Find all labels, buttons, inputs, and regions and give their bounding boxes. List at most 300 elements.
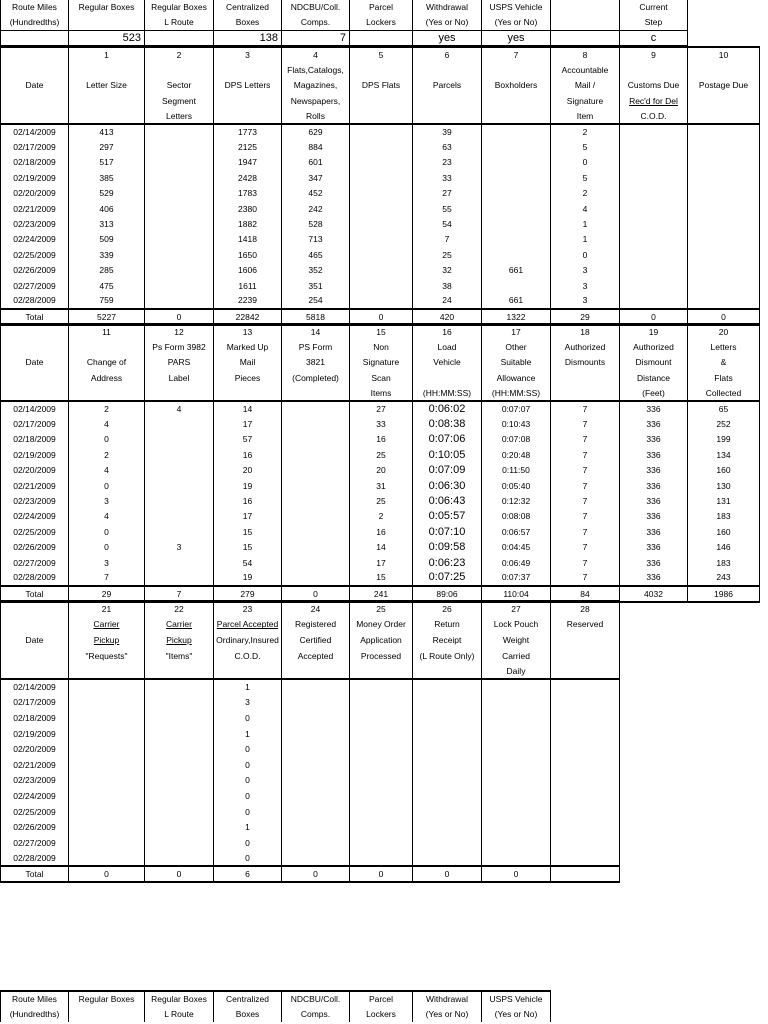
section3-cell (551, 788, 620, 804)
section1-col-5-header-line-3 (350, 109, 413, 124)
section1-cell: 3 (551, 262, 620, 277)
section3-cell (482, 804, 551, 820)
table-row (1, 493, 760, 508)
section2-cell: 3 (145, 539, 214, 554)
section2-cell (282, 463, 350, 478)
section3-cell (282, 851, 350, 867)
route-header-table (0, 0, 760, 46)
section2-col-11-header-line-3 (69, 386, 145, 401)
section3-cell (282, 710, 350, 726)
section2-col-15-header-line-3: Items (350, 386, 413, 401)
section3-cell (551, 695, 620, 711)
section2-col-17-header-line-1: Suitable (482, 355, 551, 370)
section1-col-9-header-line-3: C.O.D. (620, 109, 688, 124)
header-label-3-line-0: Centralized (214, 0, 282, 15)
section1-total-cell: 420 (413, 309, 482, 325)
section1-col-6-header-line-3 (413, 109, 482, 124)
table-row (1, 788, 620, 804)
section1-total-label: Total (1, 309, 69, 325)
section1-cell: 38 (413, 278, 482, 293)
section3-cell (350, 835, 413, 851)
section1-cell: 1882 (214, 216, 282, 231)
section1-cell (688, 201, 760, 216)
section2-cell: 336 (620, 401, 688, 416)
section2-cell: 0 (69, 478, 145, 493)
section1-cell: 601 (282, 155, 350, 170)
section2-cell (282, 447, 350, 462)
bottom-header-label-5-line-0: Parcel (350, 991, 413, 1007)
section2-cell: 0:06:49 (482, 555, 551, 570)
section1-total-cell: 0 (688, 309, 760, 325)
section1-cell (145, 262, 214, 277)
section3-cell (145, 710, 214, 726)
section1-cell: 1947 (214, 155, 282, 170)
header-value-4: 7 (282, 31, 350, 46)
section1-cell: 413 (69, 124, 145, 139)
section3-cell (69, 695, 145, 711)
section1-cell (350, 139, 413, 154)
section2-cell: 336 (620, 447, 688, 462)
section1-cell (482, 155, 551, 170)
section3-cell (551, 773, 620, 789)
row-date: 02/27/2009 (1, 835, 69, 851)
section1-cell: 0 (551, 247, 620, 262)
header-value-6: yes (413, 31, 482, 46)
header-label-4-line-0: NDCBU/Coll. (282, 0, 350, 15)
row-date: 02/18/2009 (1, 432, 69, 447)
section2-cell: 4 (69, 416, 145, 431)
section2-cell: 0:07:09 (413, 463, 482, 478)
header-label-1-line-1 (69, 15, 145, 31)
section2-cell: 7 (551, 524, 620, 539)
section1-col-2-header-line-3: Letters (145, 109, 214, 124)
section1-total-cell: 0 (145, 309, 214, 325)
section2-date-header: Date (1, 355, 69, 370)
section3-col-21-header-line-1: Pickup (69, 632, 145, 648)
section1-cell: 7 (413, 232, 482, 247)
section3-total-cell: 0 (413, 866, 482, 882)
bottom-header-label-3-line-0: Centralized (214, 991, 282, 1007)
section3-total-label: Total (1, 866, 69, 882)
section1-col-10-header-line-1: Postage Due (688, 78, 760, 93)
row-date: 02/17/2009 (1, 695, 69, 711)
section1-cell (145, 247, 214, 262)
section2-cell: 15 (214, 524, 282, 539)
section1-cell: 285 (69, 262, 145, 277)
section3-total-cell: 0 (482, 866, 551, 882)
header-value-10 (688, 31, 760, 46)
section1-col-number-6: 6 (413, 47, 482, 62)
section2-col-number-12: 12 (145, 324, 214, 339)
section3-col-22-header-line-2: "Items" (145, 648, 214, 664)
section3-cell (145, 757, 214, 773)
section1-cell (350, 155, 413, 170)
section3-col-28-header-line-0: Reserved (551, 617, 620, 633)
section2-cell: 3 (69, 493, 145, 508)
row-date: 02/26/2009 (1, 539, 69, 554)
section2-cell (282, 539, 350, 554)
section1-cell: 3 (551, 278, 620, 293)
section1-cell: 661 (482, 293, 551, 308)
section2-cell (282, 478, 350, 493)
header-value-8 (551, 31, 620, 46)
section3-cell (482, 835, 551, 851)
section2-col-17-header-line-3: (HH:MM:SS) (482, 386, 551, 401)
section1-cell: 347 (282, 170, 350, 185)
section3-col-21-header-line-0: Carrier (69, 617, 145, 633)
bottom-header-label-2-line-0: Regular Boxes (145, 991, 214, 1007)
section2-date-header-line-2 (1, 370, 69, 385)
section3-cell: 0 (214, 788, 282, 804)
section3-cell (69, 679, 145, 695)
section2-cell: 16 (214, 447, 282, 462)
section3-col-number-27: 27 (482, 601, 551, 617)
section3-cell: 0 (214, 835, 282, 851)
section2-col-12-header-line-0: Ps Form 3982 (145, 339, 214, 354)
section3-cell (413, 804, 482, 820)
table-row (1, 555, 760, 570)
section2-col-11-header-line-0 (69, 339, 145, 354)
section1-cell: 2428 (214, 170, 282, 185)
bottom-route-header-table (0, 990, 551, 1022)
section3-total-cell: 0 (282, 866, 350, 882)
section2-col-number-17: 17 (482, 324, 551, 339)
section3-col-number-22: 22 (145, 601, 214, 617)
section2-cell: 7 (551, 539, 620, 554)
section1-cell (688, 216, 760, 231)
section2-col-number-16: 16 (413, 324, 482, 339)
section1-cell (482, 124, 551, 139)
section1-col-2-header-line-0 (145, 62, 214, 77)
section1-col-6-header-line-0 (413, 62, 482, 77)
table-row (1, 695, 620, 711)
row-date: 02/20/2009 (1, 463, 69, 478)
table-row (1, 216, 760, 231)
section1-cell (145, 232, 214, 247)
section2-cell: 31 (350, 478, 413, 493)
section1-cell (350, 124, 413, 139)
section2-cell: 2 (350, 509, 413, 524)
section3-col-25-header-line-2: Processed (350, 648, 413, 664)
section3-total-cell: 6 (214, 866, 282, 882)
section2-col-20-header-line-2: Flats (688, 370, 760, 385)
section3-date-header-line-0 (1, 617, 69, 633)
section3-cell (350, 819, 413, 835)
header-value-0 (1, 31, 69, 46)
section2-cell: 7 (551, 493, 620, 508)
header-label-3-line-1: Boxes (214, 15, 282, 31)
header-label-0-line-0: Route Miles (1, 0, 69, 15)
section2-cell: 146 (688, 539, 760, 554)
section1-col-8-header-line-0: Accountable (551, 62, 620, 77)
section1-cell (688, 155, 760, 170)
section3-total-cell (551, 866, 620, 882)
bottom-header-label-0-line-1: (Hundredths) (1, 1007, 69, 1022)
section3-cell (551, 679, 620, 695)
section3-cell: 0 (214, 757, 282, 773)
section2-cell: 134 (688, 447, 760, 462)
section1-cell: 1606 (214, 262, 282, 277)
section1-col-4-header-line-3: Rolls (282, 109, 350, 124)
section3-col-23-header-line-1: Ordinary,Insured (214, 632, 282, 648)
row-date: 02/17/2009 (1, 139, 69, 154)
section2-col-16-header-line-0: Load (413, 339, 482, 354)
section1-col-5-header-line-2 (350, 93, 413, 108)
section1-cell: 23 (413, 155, 482, 170)
section3-col-27-header-line-0: Lock Pouch (482, 617, 551, 633)
section2-col-18-header-line-2 (551, 370, 620, 385)
section2-cell: 4 (145, 401, 214, 416)
section1-col-1-header-line-2 (69, 93, 145, 108)
section3-cell (282, 741, 350, 757)
section3-col-26-header-line-2: (L Route Only) (413, 648, 482, 664)
section1-cell (145, 278, 214, 293)
section1-cell (620, 124, 688, 139)
section1-col-6-header-line-2 (413, 93, 482, 108)
section2-total-label: Total (1, 586, 69, 602)
section1-col-number-7: 7 (482, 47, 551, 62)
section1-cell: 759 (69, 293, 145, 308)
section2-cell: 336 (620, 524, 688, 539)
section2-cell: 160 (688, 463, 760, 478)
section2-cell: 15 (214, 539, 282, 554)
section3-col-24-header-line-2: Accepted (282, 648, 350, 664)
table-row (1, 570, 760, 585)
section2-cell (145, 416, 214, 431)
section2-col-18-header-line-1: Dismounts (551, 355, 620, 370)
section3-col-26-header-line-0: Return (413, 617, 482, 633)
section1-cell: 1650 (214, 247, 282, 262)
section2-date-header-line-0 (1, 339, 69, 354)
section2-cell: 0:08:08 (482, 509, 551, 524)
section1-cell (688, 247, 760, 262)
section2-cell: 0:07:25 (413, 570, 482, 585)
section3-col-28-header-line-2 (551, 648, 620, 664)
section2-cell: 0:06:43 (413, 493, 482, 508)
section3-date-num-cell (1, 601, 69, 617)
section2-cell (282, 555, 350, 570)
section1-cell (688, 232, 760, 247)
table-row (1, 201, 760, 216)
row-date: 02/26/2009 (1, 819, 69, 835)
header-label-1-line-0: Regular Boxes (69, 0, 145, 15)
section2-cell: 183 (688, 509, 760, 524)
section3-cell (350, 804, 413, 820)
row-date: 02/21/2009 (1, 201, 69, 216)
header-label-4-line-1: Comps. (282, 15, 350, 31)
section3-cell (551, 804, 620, 820)
section1-cell: 385 (69, 170, 145, 185)
section3-total-cell: 0 (145, 866, 214, 882)
section3-cell (145, 788, 214, 804)
section2-col-12-header-line-3 (145, 386, 214, 401)
section1-cell: 1783 (214, 186, 282, 201)
table-row (1, 539, 760, 554)
section3-cell (350, 788, 413, 804)
section1-cell (688, 278, 760, 293)
section2-col-20-header-line-0: Letters (688, 339, 760, 354)
section2-cell: 336 (620, 416, 688, 431)
section1-col-1-header-line-0 (69, 62, 145, 77)
section1-cell: 2380 (214, 201, 282, 216)
section2-cell (145, 463, 214, 478)
row-date: 02/20/2009 (1, 186, 69, 201)
section2-cell: 183 (688, 555, 760, 570)
section2-cell (145, 478, 214, 493)
section2-col-15-header-line-0: Non (350, 339, 413, 354)
section1-cell (688, 139, 760, 154)
section2-cell (145, 432, 214, 447)
section3-col-number-21: 21 (69, 601, 145, 617)
row-date: 02/19/2009 (1, 447, 69, 462)
section3-col-number-26: 26 (413, 601, 482, 617)
table-row (1, 155, 760, 170)
section1-col-5-header-line-0 (350, 62, 413, 77)
table-row (1, 247, 760, 262)
section1-cell (482, 170, 551, 185)
bottom-header-label-1-line-1 (69, 1007, 145, 1022)
section3-date-header: Date (1, 632, 69, 648)
section2-col-19-header-line-1: Dismount (620, 355, 688, 370)
section2-cell: 20 (350, 463, 413, 478)
section2-cell: 0:05:57 (413, 509, 482, 524)
section1-total-cell: 29 (551, 309, 620, 325)
section3-cell (145, 835, 214, 851)
header-label-6-line-0: Withdrawal (413, 0, 482, 15)
row-date: 02/23/2009 (1, 493, 69, 508)
row-date: 02/26/2009 (1, 262, 69, 277)
section3-date-header-line-3 (1, 663, 69, 679)
bottom-header-label-6-line-0: Withdrawal (413, 991, 482, 1007)
section1-cell (145, 139, 214, 154)
header-value-1: 523 (69, 31, 145, 46)
section3-col-25-header-line-1: Application (350, 632, 413, 648)
section2-cell: 0 (69, 539, 145, 554)
section1-cell (482, 247, 551, 262)
section1-cell (620, 293, 688, 308)
section1-cell (145, 216, 214, 231)
section1-cell: 3 (551, 293, 620, 308)
section3-cell (482, 741, 551, 757)
section2-col-12-header-line-1: PARS (145, 355, 214, 370)
table-row (1, 293, 760, 308)
section3-cell (482, 851, 551, 867)
section2-cell: 0:05:40 (482, 478, 551, 493)
section2-total-cell: 1986 (688, 586, 760, 602)
section2-col-18-header-line-0: Authorized (551, 339, 620, 354)
section3-cell (282, 726, 350, 742)
section1-cell (145, 201, 214, 216)
bottom-header-label-7-line-0: USPS Vehicle (482, 991, 551, 1007)
table-row (1, 232, 760, 247)
row-date: 02/14/2009 (1, 401, 69, 416)
section1-cell (482, 216, 551, 231)
header-label-7-line-1: (Yes or No) (482, 15, 551, 31)
section3-cell (350, 695, 413, 711)
section1-cell: 254 (282, 293, 350, 308)
section2-cell: 0:10:43 (482, 416, 551, 431)
section3-cell (145, 804, 214, 820)
section3-cell: 0 (214, 773, 282, 789)
section1-cell (482, 278, 551, 293)
section1-col-2-header-line-1: Sector (145, 78, 214, 93)
section3-cell (551, 741, 620, 757)
section1-cell: 1611 (214, 278, 282, 293)
section2-cell: 14 (214, 401, 282, 416)
row-date: 02/17/2009 (1, 416, 69, 431)
section1-cell (350, 186, 413, 201)
bottom-header-label-7-line-1: (Yes or No) (482, 1007, 551, 1022)
row-date: 02/20/2009 (1, 741, 69, 757)
header-value-9: c (620, 31, 688, 46)
section1-cell (350, 232, 413, 247)
section2-cell: 0:07:10 (413, 524, 482, 539)
section2-cell: 7 (69, 570, 145, 585)
section3-cell (413, 851, 482, 867)
section1-cell: 351 (282, 278, 350, 293)
section1-col-10-header-line-0 (688, 62, 760, 77)
section1-col-5-header-line-1: DPS Flats (350, 78, 413, 93)
section3-cell (69, 741, 145, 757)
section2-cell: 25 (350, 447, 413, 462)
section1-cell: 1 (551, 216, 620, 231)
section2-cell: 160 (688, 524, 760, 539)
section3-col-23-header-line-2: C.O.D. (214, 648, 282, 664)
section1-date-num-cell (1, 47, 69, 62)
bottom-header-label-0-line-0: Route Miles (1, 991, 69, 1007)
section1-table (0, 46, 760, 326)
section1-cell: 33 (413, 170, 482, 185)
bottom-header-label-6-line-1: (Yes or No) (413, 1007, 482, 1022)
row-date: 02/24/2009 (1, 509, 69, 524)
section3-cell (282, 773, 350, 789)
table-row (1, 401, 760, 416)
section1-cell (620, 186, 688, 201)
section3-cell (145, 851, 214, 867)
section2-total-cell: 110:04 (482, 586, 551, 602)
row-date: 02/23/2009 (1, 216, 69, 231)
section3-col-27-header-line-3: Daily (482, 663, 551, 679)
section3-cell (551, 726, 620, 742)
section1-cell (350, 201, 413, 216)
table-row (1, 741, 620, 757)
section2-cell: 0:06:57 (482, 524, 551, 539)
section3-cell (413, 710, 482, 726)
section2-cell: 0:07:08 (482, 432, 551, 447)
section1-date-header-line-2 (1, 93, 69, 108)
section2-col-13-header-line-1: Mail (214, 355, 282, 370)
section2-total-cell: 4032 (620, 586, 688, 602)
section1-col-number-4: 4 (282, 47, 350, 62)
section1-cell (620, 216, 688, 231)
section3-cell (69, 757, 145, 773)
section2-cell (282, 570, 350, 585)
section3-cell (145, 819, 214, 835)
section1-col-2-header-line-2: Segment (145, 93, 214, 108)
section1-cell: 529 (69, 186, 145, 201)
section2-col-number-20: 20 (688, 324, 760, 339)
section2-total-cell: 0 (282, 586, 350, 602)
section1-cell: 2239 (214, 293, 282, 308)
section1-cell (145, 186, 214, 201)
section3-col-27-header-line-1: Weight (482, 632, 551, 648)
section2-cell: 0:10:05 (413, 447, 482, 462)
section1-cell: 517 (69, 155, 145, 170)
section2-cell: 131 (688, 493, 760, 508)
section2-cell (282, 432, 350, 447)
section1-cell: 713 (282, 232, 350, 247)
section3-cell (482, 788, 551, 804)
